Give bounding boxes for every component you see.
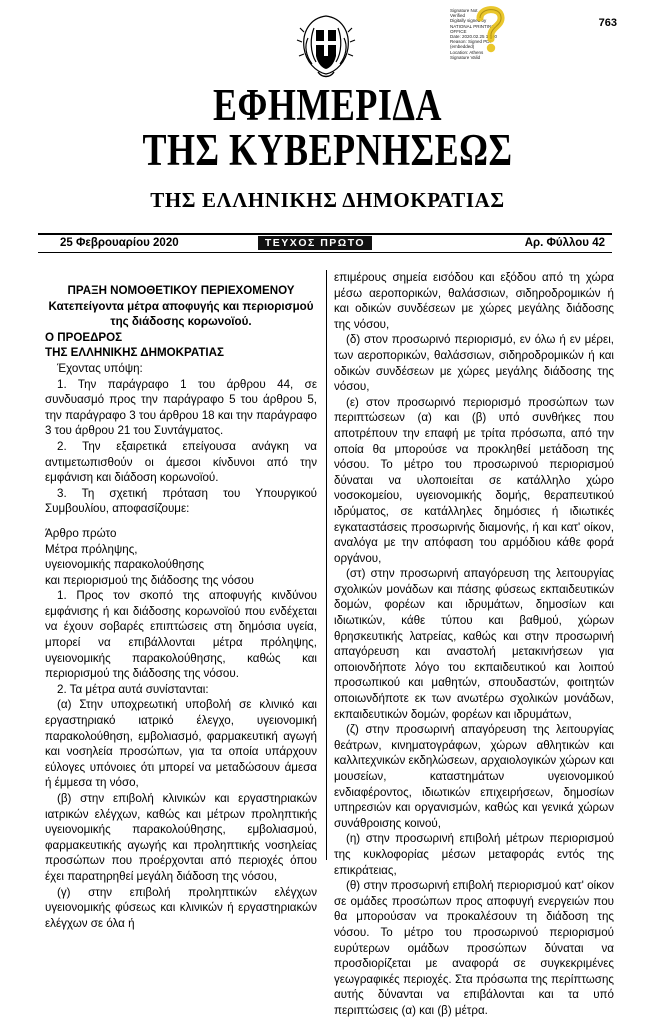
law-title: Κατεπείγοντα μέτρα αποφυγής και περιορισμού της διάδοσης κορωνοϊού. [48, 299, 314, 329]
consideration-1: 1. Την παράγραφο 1 του άρθρου 44, σε συνδυασμό προς την παράγραφο 5 του άρθρου 5, την παράγραφο 3 του άρθρου 18 και την παράγραφο 3 του άρθρου 21 του Συντάγματος. [45, 377, 317, 438]
gazette-title-line-2: ΤΗΣ ΚΥΒΕΡΝΗΣΕΩΣ [142, 125, 513, 175]
page-number: 763 [598, 17, 617, 29]
issue-sheet-number: Αρ. Φύλλου 42 [524, 237, 605, 249]
signature-text: Signature Not Verified Digitally signed by NATIONAL PRINTING OFFICE Date: 2020.02.25 17:40 Reason: Signed PDF (embedded) Location: Athens Signature Valid [450, 8, 498, 60]
signature-question-icon [470, 2, 510, 54]
gazette-subtitle: ΤΗΣ ΕΛΛΗΝΙΚΗΣ ΔΗΜΟΚΡΑΤΙΑΣ [150, 188, 505, 212]
item-c-continued: επιμέρους σημεία εισόδου και εξόδου από τη χώρα μέσω αεροπορικών, θαλάσσιων, σιδηροδρομικών ή και οδικών συνδέσεων με χώρες μεγάλης διάδοσης της νόσου, [334, 271, 614, 331]
item-h: (η) στην προσωρινή επιβολή μέτρων περιορισμού της κυκλοφορίας μέσων μεταφοράς εντός της επικράτειας, [334, 832, 614, 877]
issue-date: 25 Φεβρουαρίου 2020 [60, 237, 179, 249]
paragraph-1: 1. Προς τον σκοπό της αποφυγής κινδύνου εμφάνισης ή και διάδοσης κορωνοϊού που ενδέχεται να έχουν σοβαρές επιπτώσεις στη δημόσια υγεία, μπορεί να επιβάλλονται μέτρα πρόληψης, υγειονομικής παρακολούθησης, καθώς και περιορισμού της διάδοσης της νόσου. [45, 589, 317, 681]
item-th: (θ) στην προσωρινή επιβολή περιορισμού κατ' οίκον σε ομάδες προσώπων προς αποφυγή ενεργειών που θα μπορούσαν να προκαλέσουν τη διάδοση της νόσου. Το μέτρο του προσωρινού περιορισμού ευρύτερων ομάδων προσώπων δύναται να προσδιορίζεται με αναφορά σε συγκεκριμένες γεωγραφικές περιοχές. Στα πρόσωπα της περίπτωσης αυτής δύνανται να επιβάλονται και τα υπό περιπτώσεις (α) και (β) μέτρα. [334, 879, 614, 1017]
digital-signature-stamp [450, 2, 520, 62]
item-a: (α) Στην υποχρεωτική υποβολή σε κλινικό και εργαστηριακό ιατρικό έλεγχο, υγειονομική παρακολούθηση, εμβολιασμό, φαρμακευτική αγωγή και νοσηλεία προσώπων, για τα οποία υπάρχουν εύλογες υπόνοιες ότι μπορεί να μεταδώσουν άμεσα ή έμμεσα τη νόσο, [45, 698, 317, 790]
issue-rule-bottom [38, 252, 612, 253]
gazette-title-line-1: ΕΦΗΜΕΡΙΔΑ [213, 80, 442, 130]
item-d: (δ) στον προσωρινό περιορισμό, εν όλω ή εν μέρει, των αεροπορικών, θαλάσσιων, σιδηροδρομικών ή και οδικών συνδέσεων με χώρες μεγάλης διάδοσης της νόσου, [334, 333, 614, 394]
item-e: (ε) στον προσωρινό περιορισμό προσώπων των περιπτώσεων (α) και (β) υπό συνθήκες που αποτρέπουν την επαφή με τρίτα πρόσωπα, από την οποία θα μπορούσε να προκληθεί μετάδοση της νόσου. Το μέτρο του προσωρινού περιορισμού δύναται να υλοποιείται σε κατάλληλο χώρο νοσοκομείου, υγειονομικής δομής, θεραπευτικού ιδρύματος, σε κατάλληλες δημόσιες ή ιδιωτικές εγκαταστάσεις προσωρινής διαμονής, ή και κατ' οίκον, αναλόγα με την απόφαση του αρμόδιου κάθε φορά οργάνου, [334, 395, 614, 565]
consideration-2: 2. Την εξαιρετικά επείγουσα ανάγκη να αντιμετωπισθούν οι άμεσοι κίνδυνοι από την εμφάνιση και διάδοση κορωνοϊού. [45, 439, 317, 485]
article-title-line-1: Μέτρα πρόληψης, [45, 542, 138, 556]
item-st: (στ) στην προσωρινή απαγόρευση της λειτουργίας σχολικών μονάδων και πάσης φύσεως εκπαιδευτικών δομών, φορέων και ιδρυμάτων, δημοσίων και ιδιωτικών, κάθε τύπου και βαθμού, χώρων θρησκευτικής λατρείας, καθώς και στην προσωρινή απαγόρευση και αναστολή μετακινήσεων για οποιονδήποτε λόγο του εκπαιδευτικού και λοιπού προσωπικού και μαθητών, σπουδαστών, φοιτητών οποιωνδήποτε εκ των ανωτέρω σχολικών μονάδων, εκπαιδευτικών δομών, φορέων και ιδρυμάτων, [334, 567, 614, 721]
consideration-3: 3. Τη σχετική πρόταση του Υπουργικού Συμβουλίου, αποφασίζουμε: [45, 486, 317, 516]
article-title-line-2: υγειονομικής παρακολούθησης [45, 558, 205, 572]
left-column [45, 283, 317, 931]
item-b: (β) στην επιβολή κλινικών και εργαστηριακών ιατρικών ελέγχων, καθώς και μέτρων προληπτικής υγειονομικής παρακολούθησης, εμβολιασμού, φαρμακευτικής αγωγής και προληπτικής νοσηλείας προσώπων που προέρχονται από περιοχές όπου έχει παρατηρηθεί μεγάλη διάδοση της νόσου, [45, 792, 317, 883]
right-column [334, 270, 614, 1019]
article-title-line-3: και περιορισμού της διάδοσης της νόσου [45, 573, 254, 587]
item-c: (γ) στην επιβολή προληπτικών ελέγχων υγειονομικής φύσεως και κλινικών ή εργαστηριακών ελέγχων σε όλα ή [45, 885, 317, 930]
paragraph-2: 2. Τα μέτρα αυτά συνίστανται: [57, 682, 209, 696]
considering-label: Έχοντας υπόψη: [57, 361, 143, 375]
column-divider [326, 270, 327, 860]
article-number: Άρθρο πρώτο [45, 526, 117, 540]
item-z: (ζ) στην προσωρινή απαγόρευση της λειτουργίας θεάτρων, κινηματογράφων, χώρων αθλητικών και καλλιτεχνικών εκδηλώσεων, αρχαιολογικών χώρων και μουσείων, καταστημάτων υγειονομικού ενδιαφέροντος, ιδιωτικών επιχειρήσεων, δημοσίων υπηρεσιών και οργανισμών, καθώς και γενικά χώρων συνάθροισης κοινού, [334, 723, 614, 830]
act-heading: ΠΡΑΞΗ ΝΟΜΟΘΕΤΙΚΟΥ ΠΕΡΙΕΧΟΜΕΝΟΥ [67, 284, 295, 297]
coat-of-arms-emblem [292, 8, 360, 82]
signer-line-1: Ο ΠΡΟΕΔΡΟΣ [45, 330, 123, 344]
issue-series-badge: ΤΕΥΧΟΣ ΠΡΩΤΟ [258, 236, 372, 250]
signer-line-2: ΤΗΣ ΕΛΛΗΝΙΚΗΣ ΔΗΜΟΚΡΑΤΙΑΣ [45, 346, 224, 360]
